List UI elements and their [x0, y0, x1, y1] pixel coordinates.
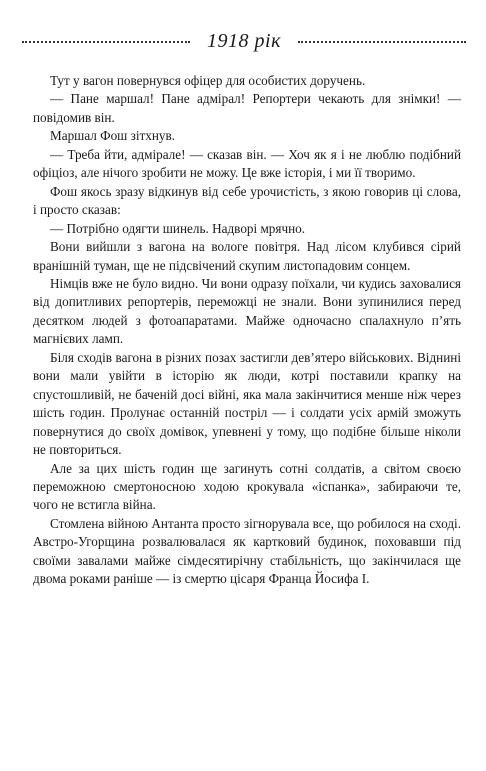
- header-dotted-rule-left: [22, 41, 190, 43]
- paragraph: Фош якось зразу відкинув від себе урочистість, з якою говорив ці слова, і просто сказав:: [33, 183, 461, 218]
- header-dotted-rule-right: [298, 41, 466, 43]
- paragraph: Маршал Фош зітхнув.: [50, 128, 176, 144]
- paragraph: Стомлена війною Антанта просто зігнорувала все, що робилося на сході. Австро-Угорщина розвалювалася як картковий будинок, поховавши під своїми завалами майже сімдесятирічну стабільність, що закінчилася ще двома роками раніше — із смертю цісаря Франца Йосифа І.: [33, 515, 461, 587]
- page-header-title: 1918 рік: [207, 30, 281, 52]
- paragraph: — Пане маршал! Пане адмірал! Репортери чекають для знімки! — повідомив він.: [33, 91, 461, 125]
- body-text: [33, 72, 461, 589]
- paragraph: Тут у вагон повернувся офіцер для особистих доручень.: [50, 73, 366, 88]
- paragraph: Вони вийшли з вагона на вологе повітря. Над лісом клубився сірий вранішній туман, ще не підсвічений скупим листопадовим сонцем.: [33, 239, 461, 273]
- paragraph: — Потрібно одягти шинель. Надворі мрячно.: [50, 220, 306, 236]
- paragraph: Але за цих шість годин ще загинуть сотні солдатів, а світом своєю переможною смертоносною ходою крокувала «іспанка», забираючи те, чого не встигла війна.: [33, 460, 461, 513]
- paragraph: — Треба йти, адмірале! — сказав він. — Хоч як я і не люблю подібний офіціоз, але нічого зробити не можу. Це вже історія, і ми її творимо.: [33, 146, 461, 181]
- paragraph: Біля сходів вагона в різних позах застигли дев’ятеро військових. Віднині вони мали увійти в історію як люди, котрі поставили крапку на спустошливій, не баченій досі війні, яка мала закінчитися менше ніж через шість годин. Пролунає останній постріл — і солдати усіх армій зможуть повернутися до своїх домівок, упевнені у тому, що подібне більше ніколи не повториться.: [33, 349, 461, 458]
- running-head: [22, 28, 466, 58]
- paragraph: Німців вже не було видно. Чи вони одразу поїхали, чи кудись заховалися від допитливих репортерів, переможці не знали. Вони зупинилися перед десятком людей з фотоапаратами. Майже одночасно спалахнуло п’ять магнієвих ламп.: [33, 275, 461, 347]
